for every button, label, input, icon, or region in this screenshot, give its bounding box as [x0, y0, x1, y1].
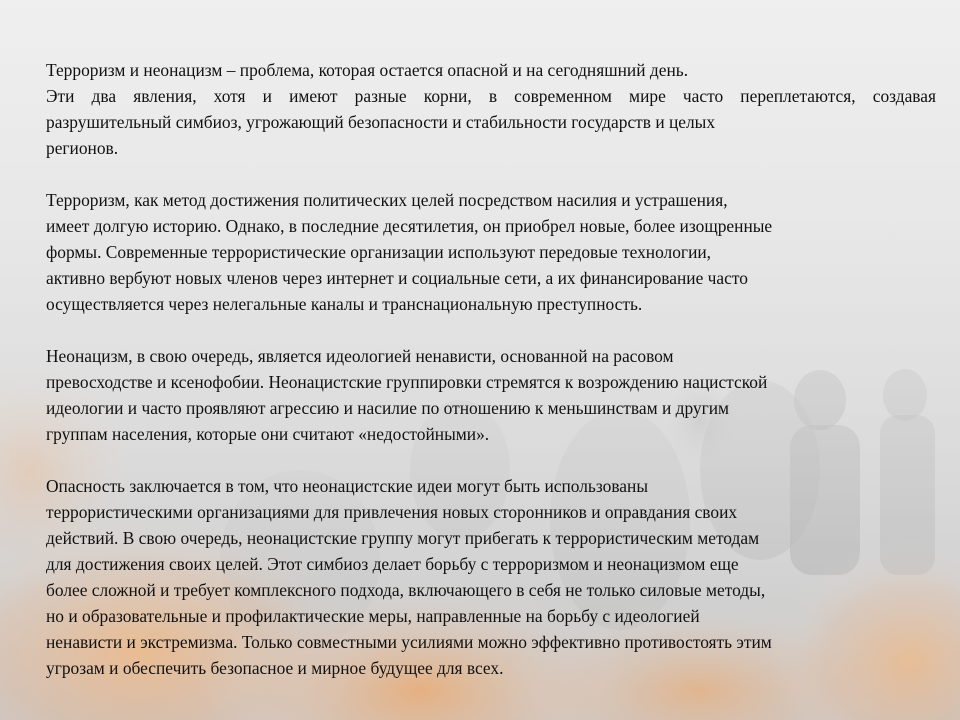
text-line: Эти два явления, хотя и имеют разные корни, в современном мире часто переплетаются, создавая: [46, 86, 936, 106]
text-line: идеологии и часто проявляют агрессию и насилие по отношению к меньшинствам и другим: [46, 398, 730, 418]
paragraph-1: [46, 57, 936, 161]
text-line: Опасность заключается в том, что неонацистские идеи могут быть использованы: [46, 476, 649, 496]
text-line: разрушительный симбиоз, угрожающий безопасности и стабильности государств и целых: [46, 112, 716, 132]
text-line: регионов.: [46, 138, 119, 158]
text-line: формы. Современные террористические организации используют передовые технологии,: [46, 242, 712, 262]
text-line: более сложной и требует комплексного подхода, включающего в себя не только силовые методы,: [46, 580, 766, 600]
paragraph-3: [46, 343, 936, 447]
paragraph-2: [46, 187, 936, 317]
text-line: Терроризм, как метод достижения политических целей посредством насилия и устрашения,: [46, 190, 728, 210]
text-line: террористическими организациями для привлечения новых сторонников и оправдания своих: [46, 502, 738, 522]
text-line: осуществляется через нелегальные каналы и транснациональную преступность.: [46, 294, 643, 314]
text-line: имеет долгую историю. Однако, в последние десятилетия, он приобрел новые, более изощренные: [46, 216, 773, 236]
text-line: угрозам и обеспечить безопасное и мирное будущее для всех.: [46, 658, 504, 678]
text-line: активно вербуют новых членов через интернет и социальные сети, а их финансирование часто: [46, 268, 748, 288]
main-text: [46, 57, 936, 707]
text-line: превосходстве и ксенофобии. Неонацистские группировки стремятся к возрождению нацистской: [46, 372, 768, 392]
text-line: для достижения своих целей. Этот симбиоз делает борьбу с терроризмом и неонацизмом еще: [46, 554, 739, 574]
text-line: Неонацизм, в свою очередь, является идеологией ненависти, основанной на расовом: [46, 346, 674, 366]
text-line: но и образовательные и профилактические меры, направленные на борьбу с идеологией: [46, 606, 700, 626]
text-line: действий. В свою очередь, неонацистские группу могут прибегать к террористическим методам: [46, 528, 760, 548]
paragraph-4: [46, 473, 936, 681]
text-line: Терроризм и неонацизм – проблема, которая остается опасной и на сегодняшний день.: [46, 60, 689, 80]
text-line: группам населения, которые они считают «недостойными».: [46, 424, 490, 444]
text-line: ненависти и экстремизма. Только совместными усилиями можно эффективно противостоять этим: [46, 632, 772, 652]
